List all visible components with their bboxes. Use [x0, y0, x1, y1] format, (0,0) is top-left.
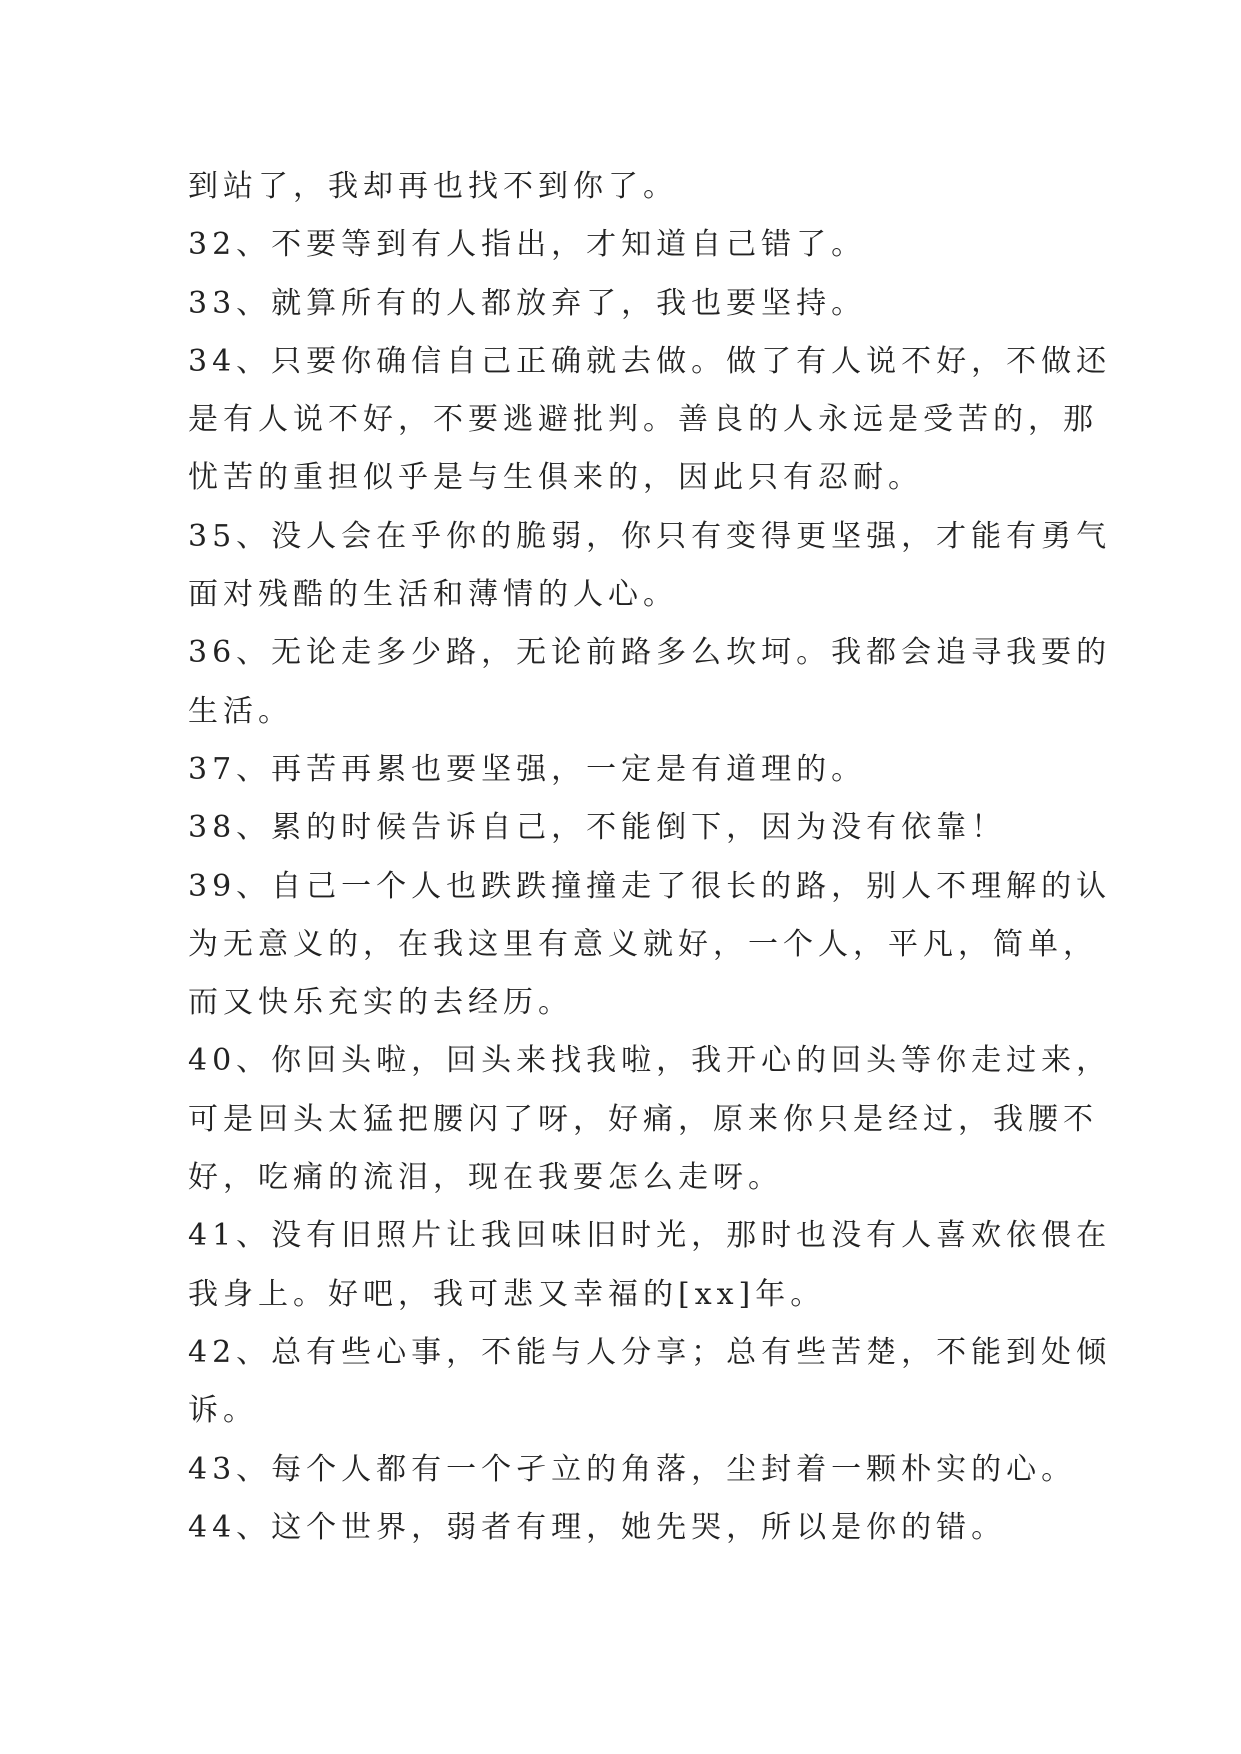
text-line: 34、只要你确信自己正确就去做。做了有人说不好，不做还 [188, 343, 1112, 379]
text-line: 忧苦的重担似乎是与生俱来的，因此只有忍耐。 [188, 460, 923, 496]
text-line: 可是回头太猛把腰闪了呀，好痛，原来你只是经过，我腰不 [188, 1101, 1098, 1137]
text-line: 39、自己一个人也跌跌撞撞走了很长的路，别人不理解的认 [188, 868, 1112, 904]
text-line: 是有人说不好，不要逃避批判。善良的人永远是受苦的，那 [188, 402, 1098, 438]
text-line: 38、累的时候告诉自己，不能倒下，因为没有依靠！ [188, 810, 1007, 846]
text-line: 面对残酷的生活和薄情的人心。 [188, 577, 678, 613]
text-line: 到站了，我却再也找不到你了。 [188, 169, 678, 204]
text-line: 生活。 [188, 693, 293, 729]
text-line: 32、不要等到有人指出，才知道自己错了。 [188, 227, 867, 263]
text-line: 33、就算所有的人都放弃了，我也要坚持。 [188, 285, 867, 321]
text-line: 我身上。好吧，我可悲又幸福的[xx]年。 [188, 1276, 826, 1312]
text-line: 诉。 [188, 1393, 258, 1429]
document-body [188, 158, 1112, 1557]
text-line: 为无意义的，在我这里有意义就好，一个人，平凡，简单， [188, 926, 1098, 962]
text-line: 36、无论走多少路，无论前路多么坎坷。我都会追寻我要的 [188, 635, 1112, 671]
text-line: 而又快乐充实的去经历。 [188, 985, 573, 1021]
text-line: 42、总有些心事，不能与人分享；总有些苦楚，不能到处倾 [188, 1334, 1112, 1370]
text-line: 44、这个世界，弱者有理，她先哭，所以是你的错。 [188, 1509, 1007, 1545]
text-line: 37、再苦再累也要坚强，一定是有道理的。 [188, 751, 867, 787]
text-line: 43、每个人都有一个孑立的角落，尘封着一颗朴实的心。 [188, 1451, 1077, 1487]
text-line: 40、你回头啦，回头来找我啦，我开心的回头等你走过来， [188, 1043, 1112, 1079]
text-line: 41、没有旧照片让我回味旧时光，那时也没有人喜欢依偎在 [188, 1218, 1112, 1254]
text-line: 好，吃痛的流泪，现在我要怎么走呀。 [188, 1160, 783, 1196]
text-line: 35、没人会在乎你的脆弱，你只有变得更坚强，才能有勇气 [188, 518, 1112, 554]
